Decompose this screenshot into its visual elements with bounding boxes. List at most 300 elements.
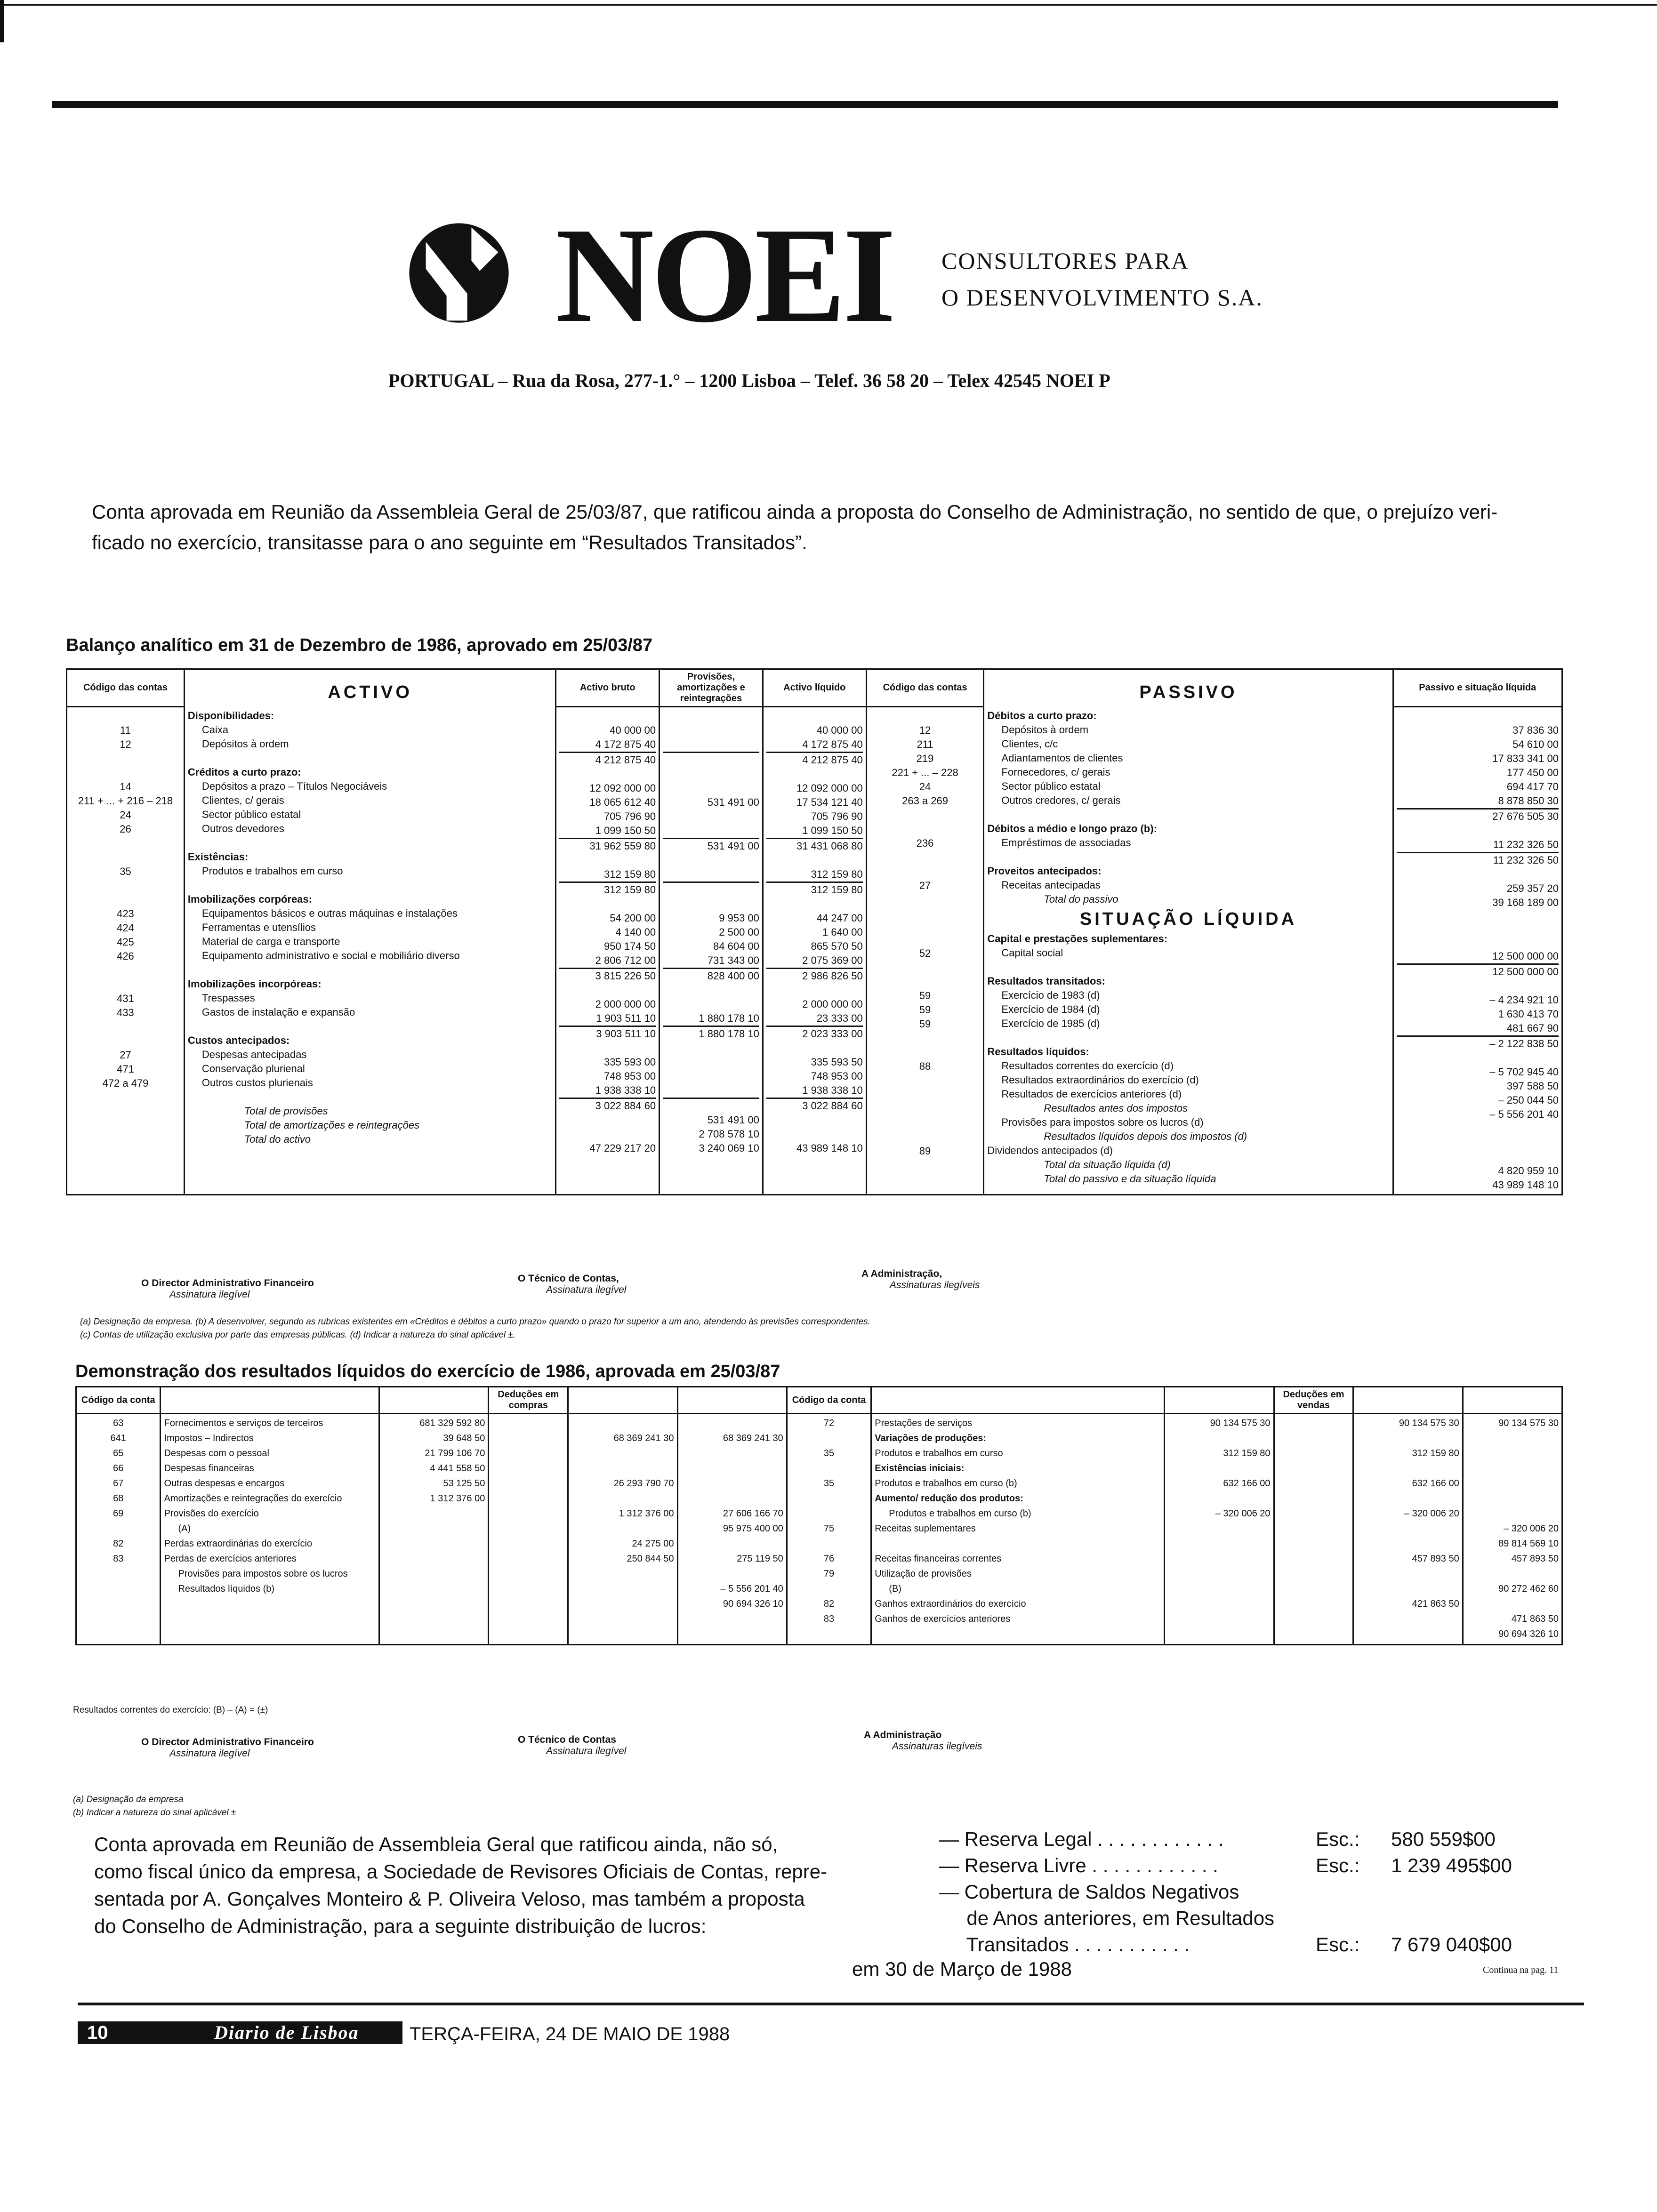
cell-prov: 828 400 00 (663, 968, 759, 983)
issue-date: TERÇA-FEIRA, 24 DE MAIO DE 1988 (410, 2024, 730, 2044)
cell-c4: – 320 006 20 (1504, 1523, 1559, 1534)
cell-c3: 457 893 50 (1412, 1554, 1459, 1564)
cell-liq: 40 000 00 (816, 724, 863, 736)
cell-c4 (681, 1461, 783, 1476)
cell-prov (663, 824, 759, 838)
cell-c4: – 5 556 201 40 (720, 1584, 783, 1594)
cell-label: Total do passivo (1044, 893, 1118, 905)
cell-c4 (1466, 1431, 1559, 1446)
cell-bruto: 335 593 00 (604, 1056, 656, 1068)
cell-code (870, 850, 981, 865)
tagline-line-2: O DESENVOLVIMENTO S.A. (941, 284, 1263, 311)
cell-code: 88 (919, 1060, 931, 1072)
cell-label: Produtos e trabalhos em curso (875, 1448, 1003, 1459)
cell-c1 (383, 1597, 485, 1612)
cell-code: 35 (823, 1478, 835, 1489)
cell-label (987, 1031, 1389, 1045)
cell-c4 (681, 1567, 783, 1582)
cell-code: 12 (919, 724, 931, 736)
cell-code: 59 (919, 1018, 931, 1030)
cell-label: Imobilizações incorpóreas: (187, 978, 322, 990)
cell-label: Ganhos de exercícios anteriores (875, 1614, 1011, 1624)
cell-code (70, 1020, 181, 1034)
reserve-amount: 7 679 040$00 (1391, 1933, 1512, 1956)
col-blank-6 (1165, 1387, 1274, 1414)
cell-label: Fornecimentos e serviços de terceiros (164, 1418, 323, 1428)
passivo-heading: PASSIVO (1139, 682, 1238, 702)
cell-code (70, 752, 181, 766)
results-table (75, 1386, 1563, 1645)
cell-label: Gastos de instalação e expansão (201, 1006, 355, 1018)
cell-label: Outras despesas e encargos (164, 1478, 285, 1489)
tecnico-signature-2: Assinatura ilegível (546, 1746, 627, 1756)
cell-liq: 3 022 884 60 (766, 1098, 863, 1113)
cell-label: Débitos a médio e longo prazo (b): (987, 822, 1157, 834)
profit-distribution (939, 1826, 1512, 1958)
reserve-label: Transitados . . . . . . . . . . . (939, 1933, 1190, 1956)
header-rule (52, 101, 1558, 108)
cell-label: Existências iniciais: (875, 1463, 965, 1474)
cell-code (870, 808, 981, 822)
cell-label: Amortizações e reintegrações do exercício (164, 1493, 342, 1504)
passivo-values (1393, 707, 1562, 1195)
cell-code (70, 850, 181, 865)
cell-prov: 3 240 069 10 (699, 1142, 759, 1154)
cell-c3 (1357, 1567, 1459, 1582)
cell-c2 (1278, 1522, 1350, 1537)
cell-val: 37 836 30 (1512, 724, 1559, 736)
cell-label (987, 808, 1389, 822)
cell-c3: 24 275 00 (632, 1539, 674, 1549)
cell-c1: – 320 006 20 (1215, 1508, 1271, 1519)
cell-label: Empréstimos de associadas (1001, 836, 1131, 849)
director-signature-2: Assinatura ilegível (169, 1748, 250, 1759)
cell-code: 471 (117, 1063, 134, 1075)
activo-heading: ACTIVO (328, 682, 412, 702)
col-blank-4 (677, 1387, 787, 1414)
cell-c3 (1357, 1612, 1459, 1627)
cell-label: Total de amortizações e reintegrações (244, 1119, 420, 1131)
cell-val: 694 417 70 (1506, 781, 1559, 793)
signature-tecnico-2 (518, 1734, 626, 1757)
cell-bruto: 705 796 90 (604, 810, 656, 822)
cell-code (80, 1597, 157, 1612)
cell-prov (663, 983, 759, 997)
cell-code: 67 (113, 1478, 124, 1489)
cell-code: 425 (117, 936, 134, 948)
cell-label: Total da situação líquida (d) (1044, 1158, 1171, 1170)
cell-c2 (492, 1597, 564, 1612)
cell-bruto (559, 1113, 656, 1127)
cell-label: Ganhos extraordinários do exercício (875, 1599, 1026, 1609)
cell-bruto: 40 000 00 (610, 724, 656, 736)
signature-director-1 (141, 1278, 314, 1300)
cell-label: Existências: (187, 850, 249, 863)
company-address: PORTUGAL – Rua da Rosa, 277-1.° – 1200 Lisboa – Telef. 36 58 20 – Telex 42545 NOEI P (388, 370, 1110, 391)
top-edge-line (0, 0, 1657, 6)
cell-liq (766, 1113, 863, 1127)
left-edge-mark (0, 0, 4, 42)
income-codes (787, 1414, 871, 1645)
costs-codes (76, 1414, 161, 1645)
cell-bruto (559, 709, 656, 723)
cell-c4: 90 134 575 30 (1498, 1418, 1559, 1428)
cell-c1: 53 125 50 (443, 1478, 485, 1489)
cell-code (870, 1116, 981, 1130)
cell-label: Proveitos antecipados: (987, 865, 1102, 877)
cell-c1 (383, 1522, 485, 1537)
cell-label: Clientes, c/c (1001, 737, 1058, 750)
intro-line-2: ficado no exercício, transitasse para o ano seguinte em “Resultados Transitados”. (92, 531, 807, 553)
reserve-currency: Esc.: (1316, 1854, 1360, 1876)
activo-provisoes-values (660, 707, 763, 1195)
balance-notes (80, 1315, 1539, 1342)
cell-prov: 1 880 178 10 (699, 1012, 759, 1024)
cell-c3 (571, 1461, 674, 1476)
cell-bruto: 54 200 00 (610, 912, 656, 924)
cell-code: 82 (113, 1539, 124, 1549)
cell-label: Capital social (1001, 946, 1063, 959)
cell-label: Outros credores, c/ gerais (1001, 794, 1121, 806)
cell-label (987, 850, 1389, 864)
cell-c1 (383, 1582, 485, 1597)
cell-code (870, 822, 981, 836)
cell-c3: 1 312 376 00 (619, 1508, 674, 1519)
cell-code (70, 879, 181, 893)
cell-c4: 68 369 241 30 (723, 1433, 783, 1443)
col-blank-8 (1463, 1387, 1562, 1414)
cell-bruto (559, 983, 656, 997)
cell-c3 (1357, 1627, 1459, 1642)
cell-c4 (1466, 1446, 1559, 1461)
cell-val (1397, 1051, 1559, 1065)
cell-code (870, 975, 981, 989)
reserve-label: de Anos anteriores, em Resultados (939, 1907, 1275, 1929)
cell-liq: 1 938 338 10 (802, 1084, 863, 1096)
cell-c4: 457 893 50 (1511, 1554, 1559, 1564)
balance-title: Balanço analítico em 31 de Dezembro de 1986, aprovado em 25/03/87 (66, 635, 653, 655)
cell-val: 481 667 90 (1506, 1022, 1559, 1034)
cell-c4 (1466, 1597, 1559, 1612)
cell-c4: 275 119 50 (737, 1554, 783, 1564)
reserve-row (939, 1905, 1274, 1931)
cell-code (70, 963, 181, 978)
footer-rule (78, 2003, 1584, 2005)
cell-code (870, 1074, 981, 1088)
col-blank-2 (379, 1387, 489, 1414)
cell-c4 (681, 1476, 783, 1491)
cell-prov (663, 897, 759, 911)
cell-val: 177 450 00 (1506, 767, 1559, 778)
intro-line-1: Conta aprovada em Reunião da Assembleia Geral de 25/03/87, que ratificou ainda a proposta do Conselho de Administração, no sentido de que, o prejuízo veri- (92, 501, 1498, 523)
cell-val: – 5 556 201 40 (1489, 1108, 1559, 1120)
cell-code: 35 (120, 866, 131, 877)
cell-c1 (1168, 1491, 1270, 1507)
cell-liq (766, 983, 863, 997)
col-codigo: Código das contas (67, 669, 185, 707)
cell-label: Depósitos a prazo – Títulos Negociáveis (201, 780, 387, 792)
cell-c3 (571, 1522, 674, 1537)
cell-c2 (492, 1537, 564, 1552)
cell-label: Ferramentas e utensílios (201, 921, 316, 933)
cell-code (70, 766, 181, 780)
cell-c1 (383, 1537, 485, 1552)
cell-label: Provisões para impostos sobre os lucros (d) (1001, 1116, 1204, 1128)
cell-code (870, 961, 981, 975)
cell-code: 472 a 479 (102, 1077, 149, 1089)
note-a-b: (a) Designação da empresa. (b) A desenvolver, segundo as rubricas existentes em «Créditos e débitos a curto prazo» quando o prazo for superior a um ano, atendendo às previsões correspondentes. (80, 1317, 870, 1327)
cell-label: Material de carga e transporte (201, 935, 340, 947)
cell-code: 221 + ... – 228 (892, 767, 958, 778)
cell-prov: 2 500 00 (719, 926, 759, 938)
cell-c3: 250 844 50 (627, 1554, 674, 1564)
cell-bruto: 748 953 00 (604, 1070, 656, 1082)
cell-val (1397, 979, 1559, 993)
cell-c4: 90 694 326 10 (723, 1599, 783, 1609)
cell-prov (663, 767, 759, 781)
income-labels (871, 1414, 1165, 1645)
cell-prov (663, 709, 759, 723)
cell-c4 (1466, 1567, 1559, 1582)
cell-val (1397, 1136, 1559, 1150)
cell-prov (663, 1041, 759, 1055)
cell-label: Capital e prestações suplementares: (987, 932, 1168, 945)
cell-c4 (1466, 1507, 1559, 1522)
cell-val: 11 232 326 50 (1493, 839, 1559, 850)
col-deducoes-vendas: Deduções em vendas (1274, 1387, 1353, 1414)
reserve-row (939, 1931, 1512, 1958)
director-signature: Assinatura ilegível (169, 1289, 250, 1300)
col-activo-bruto: Activo bruto (556, 669, 660, 707)
cell-label: Adiantamentos de clientes (1001, 752, 1123, 764)
col-blank-7 (1353, 1387, 1463, 1414)
reserve-label: — Reserva Legal . . . . . . . . . . . . (939, 1828, 1224, 1850)
cell-bruto: 3 815 226 50 (559, 968, 656, 983)
cell-val: 11 232 326 50 (1397, 852, 1559, 867)
cell-c2 (492, 1582, 564, 1597)
costs-col-3 (568, 1414, 677, 1645)
cell-prov (663, 997, 759, 1011)
activo-bruto-values (556, 707, 660, 1195)
cell-code (70, 1133, 181, 1147)
cell-c2 (1278, 1431, 1350, 1446)
tecnico-title-2: O Técnico de Contas (518, 1734, 616, 1745)
cell-code (870, 1130, 981, 1144)
cell-label: (A) (178, 1523, 191, 1534)
closing-line-2: como fiscal único da empresa, a Sociedade de Revisores Oficiais de Contas, repre- (94, 1860, 828, 1883)
cell-label (188, 963, 552, 977)
cell-c3: 312 159 80 (1412, 1448, 1459, 1459)
cell-code (80, 1522, 157, 1537)
cell-code: 89 (919, 1145, 931, 1157)
cell-bruto: 4 140 00 (615, 926, 656, 938)
costs-col-2 (489, 1414, 568, 1645)
reserve-currency: Esc.: (1316, 1933, 1360, 1956)
passivo-heading-cell (984, 669, 1393, 707)
cell-label: Depósitos à ordem (1001, 723, 1089, 736)
cell-code: 75 (823, 1523, 835, 1534)
cell-c2 (1278, 1461, 1350, 1476)
cell-c1: 4 441 558 50 (430, 1463, 485, 1474)
cell-c3 (571, 1597, 674, 1612)
cell-c1: 21 799 106 70 (425, 1448, 485, 1459)
cell-c2 (1278, 1552, 1350, 1567)
continues-note: Continua na pag. 11 (1483, 1965, 1559, 1975)
cell-code (790, 1537, 868, 1552)
cell-c2 (492, 1461, 564, 1476)
cell-label: Receitas financeiras correntes (875, 1554, 1002, 1564)
cell-code: 26 (120, 823, 131, 835)
cell-label: Perdas de exercícios anteriores (164, 1554, 297, 1564)
cell-bruto: 18 065 612 40 (589, 796, 656, 808)
cell-c4: 89 814 569 10 (1498, 1539, 1559, 1549)
cell-c3 (571, 1567, 674, 1582)
cell-label: Utilização de provisões (875, 1569, 972, 1579)
cell-val: 54 610 00 (1512, 738, 1559, 750)
cell-prov: 531 491 00 (707, 796, 759, 808)
cell-val (1397, 867, 1559, 882)
cell-c1 (1168, 1567, 1270, 1582)
cell-code: 65 (113, 1448, 124, 1459)
cell-label: Perdas extraordinárias do exercício (164, 1539, 313, 1549)
cell-code: 27 (120, 1049, 131, 1061)
col-codigo-conta-2: Código da conta (787, 1387, 871, 1414)
col-blank-3 (568, 1387, 677, 1414)
reserve-amount: 580 559$00 (1391, 1828, 1496, 1850)
cell-label (875, 1537, 1161, 1552)
reserve-row (939, 1852, 1512, 1879)
tecnico-title: O Técnico de Contas, (518, 1273, 619, 1284)
cell-code: 211 + ... + 216 – 218 (78, 795, 173, 807)
cell-code (70, 978, 181, 992)
footer-bar (78, 2021, 402, 2044)
brand-name: NOEI (555, 200, 893, 351)
cell-liq: 335 593 50 (811, 1056, 863, 1068)
cell-code (870, 1158, 981, 1172)
cell-label: Despesas antecipadas (201, 1048, 307, 1060)
cell-bruto (559, 767, 656, 781)
cell-c4: 27 606 166 70 (723, 1508, 783, 1519)
cell-prov (663, 1055, 759, 1069)
cell-prov (663, 1069, 759, 1083)
signature-admin-1 (861, 1268, 980, 1291)
cell-label: Produtos e trabalhos em curso (b) (875, 1478, 1017, 1489)
cell-bruto: 312 159 80 (559, 882, 656, 897)
cell-c1 (383, 1507, 485, 1522)
cell-liq (766, 853, 863, 867)
cell-c3 (1357, 1522, 1459, 1537)
cell-c4 (1466, 1461, 1559, 1476)
cell-bruto (559, 897, 656, 911)
activo-heading-cell (184, 669, 555, 707)
cell-label: Créditos a curto prazo: (187, 766, 301, 778)
cell-prov (663, 809, 759, 824)
cell-bruto: 3 903 511 10 (559, 1026, 656, 1041)
cell-label: Impostos – Indirectos (164, 1433, 254, 1443)
cell-c1 (1168, 1552, 1270, 1567)
cell-c2 (492, 1431, 564, 1446)
cell-label (188, 836, 552, 850)
cell-code: 433 (117, 1007, 134, 1018)
cell-val: 12 500 000 00 (1492, 950, 1559, 962)
income-col-1 (1165, 1414, 1274, 1645)
costs-col-4 (677, 1414, 787, 1645)
brand-tagline (941, 242, 1263, 316)
cell-c3 (571, 1582, 674, 1597)
cell-val (1397, 1122, 1559, 1136)
note-c-d: (c) Contas de utilização exclusiva por parte das empresas públicas. (d) Indicar a natureza do sinal aplicável ±. (80, 1330, 515, 1340)
cell-c4: 471 863 50 (1511, 1614, 1559, 1624)
cell-code: 263 a 269 (902, 795, 948, 807)
cell-label: Débitos a curto prazo: (987, 709, 1097, 721)
balance-sheet-table (66, 668, 1563, 1195)
cell-code (870, 1088, 981, 1102)
intro-paragraph (92, 497, 1528, 558)
cell-c3: 90 134 575 30 (1399, 1418, 1459, 1428)
col-provisoes: Provisões, amortizações e reintegrações (660, 669, 763, 707)
cell-c2 (1278, 1627, 1350, 1642)
cell-c2 (1278, 1612, 1350, 1627)
cell-liq: 4 212 875 40 (766, 752, 863, 767)
cell-label (164, 1597, 376, 1612)
signature-director-2 (141, 1737, 314, 1759)
cell-liq: 312 159 80 (766, 882, 863, 897)
cell-code (70, 1105, 181, 1119)
cell-val: 8 878 850 30 (1498, 795, 1559, 807)
cell-code (70, 836, 181, 850)
cell-code: 431 (117, 993, 134, 1004)
cell-liq: 705 796 90 (811, 810, 863, 822)
cell-c2 (1278, 1476, 1350, 1491)
cell-label: Despesas com o pessoal (164, 1448, 269, 1459)
cell-c2 (1278, 1567, 1350, 1582)
cell-c2 (492, 1476, 564, 1491)
cell-code (790, 1627, 868, 1642)
cell-prov: 9 953 00 (719, 912, 759, 924)
cell-val (1397, 824, 1559, 838)
cell-label: Equipamentos básicos e outras máquinas e instalações (201, 907, 458, 919)
cell-c2 (1278, 1507, 1350, 1522)
cell-prov (663, 867, 759, 882)
cell-label: Outros devedores (201, 822, 284, 834)
cell-val: 27 676 505 30 (1397, 808, 1559, 824)
cell-c2 (1278, 1582, 1350, 1597)
signature-tecnico-1 (518, 1273, 626, 1296)
cell-liq: 748 953 00 (811, 1070, 863, 1082)
cell-prov: 731 343 00 (707, 954, 759, 966)
cell-c2 (492, 1446, 564, 1461)
cell-val (1397, 709, 1559, 723)
cell-label: Sector público estatal (1001, 780, 1101, 792)
cell-code: 82 (823, 1599, 835, 1609)
cell-val: – 250 044 50 (1498, 1094, 1559, 1106)
cell-c1: 90 134 575 30 (1210, 1418, 1271, 1428)
cell-code (70, 1034, 181, 1048)
cell-liq: 2 075 369 00 (802, 954, 863, 966)
cell-label: Exercício de 1984 (d) (1001, 1003, 1100, 1015)
cell-label: Resultados extraordinários do exercício (d) (1001, 1074, 1199, 1086)
cell-code (870, 865, 981, 879)
cell-c3 (1357, 1461, 1459, 1476)
noei-logo-icon (407, 221, 511, 325)
cell-liq: 2 986 826 50 (766, 968, 863, 983)
cell-liq (766, 767, 863, 781)
cell-code (80, 1582, 157, 1597)
cell-liq (766, 1041, 863, 1055)
closing-line-4: do Conselho de Administração, para a seguinte distribuição de lucros: (94, 1915, 707, 1937)
cell-label: Outros custos plurienais (201, 1076, 313, 1089)
cell-liq: 17 534 121 40 (796, 796, 863, 808)
